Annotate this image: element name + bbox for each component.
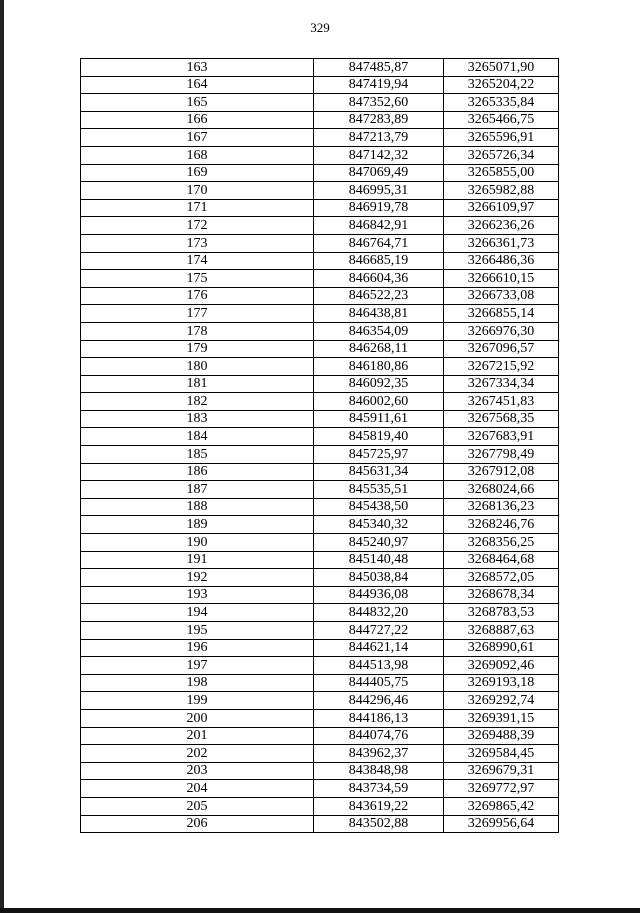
point-number-cell: 167 [81, 129, 314, 147]
point-number-cell: 175 [81, 270, 314, 288]
y-coordinate-cell: 3266486,36 [444, 252, 559, 270]
table-row [81, 305, 559, 323]
table-row [81, 410, 559, 428]
x-coordinate-cell: 845725,97 [314, 446, 444, 464]
table-row [81, 111, 559, 129]
y-coordinate-cell: 3269488,39 [444, 727, 559, 745]
point-number-cell: 201 [81, 727, 314, 745]
y-coordinate-cell: 3268024,66 [444, 481, 559, 499]
point-number-cell: 164 [81, 76, 314, 94]
x-coordinate-cell: 845140,48 [314, 551, 444, 569]
y-coordinate-cell: 3266610,15 [444, 270, 559, 288]
x-coordinate-cell: 846919,78 [314, 199, 444, 217]
table-row [81, 146, 559, 164]
table-row [81, 358, 559, 376]
table-row [81, 534, 559, 552]
y-coordinate-cell: 3268678,34 [444, 586, 559, 604]
point-number-cell: 171 [81, 199, 314, 217]
table-row [81, 76, 559, 94]
x-coordinate-cell: 844727,22 [314, 622, 444, 640]
y-coordinate-cell: 3266855,14 [444, 305, 559, 323]
point-number-cell: 184 [81, 428, 314, 446]
y-coordinate-cell: 3265596,91 [444, 129, 559, 147]
y-coordinate-cell: 3266361,73 [444, 234, 559, 252]
table-row [81, 129, 559, 147]
y-coordinate-cell: 3269865,42 [444, 797, 559, 815]
x-coordinate-cell: 846092,35 [314, 375, 444, 393]
table-row [81, 551, 559, 569]
y-coordinate-cell: 3269584,45 [444, 745, 559, 763]
x-coordinate-cell: 846764,71 [314, 234, 444, 252]
x-coordinate-cell: 844621,14 [314, 639, 444, 657]
y-coordinate-cell: 3269092,46 [444, 657, 559, 675]
table-row [81, 498, 559, 516]
table-row [81, 516, 559, 534]
table-row [81, 657, 559, 675]
y-coordinate-cell: 3265855,00 [444, 164, 559, 182]
x-coordinate-cell: 844186,13 [314, 709, 444, 727]
point-number-cell: 190 [81, 534, 314, 552]
table-row [81, 94, 559, 112]
point-number-cell: 203 [81, 762, 314, 780]
point-number-cell: 179 [81, 340, 314, 358]
point-number-cell: 186 [81, 463, 314, 481]
point-number-cell: 165 [81, 94, 314, 112]
table-row [81, 780, 559, 798]
y-coordinate-cell: 3265335,84 [444, 94, 559, 112]
table-row [81, 164, 559, 182]
point-number-cell: 188 [81, 498, 314, 516]
y-coordinate-cell: 3266109,97 [444, 199, 559, 217]
y-coordinate-cell: 3267215,92 [444, 358, 559, 376]
table-row [81, 252, 559, 270]
x-coordinate-cell: 843734,59 [314, 780, 444, 798]
y-coordinate-cell: 3269193,18 [444, 674, 559, 692]
x-coordinate-cell: 845631,34 [314, 463, 444, 481]
table-row [81, 199, 559, 217]
table-row [81, 639, 559, 657]
x-coordinate-cell: 844832,20 [314, 604, 444, 622]
y-coordinate-cell: 3265204,22 [444, 76, 559, 94]
y-coordinate-cell: 3265982,88 [444, 182, 559, 200]
point-number-cell: 193 [81, 586, 314, 604]
table-row [81, 604, 559, 622]
y-coordinate-cell: 3269292,74 [444, 692, 559, 710]
point-number-cell: 174 [81, 252, 314, 270]
point-number-cell: 185 [81, 446, 314, 464]
scan-edge-left [0, 0, 4, 913]
y-coordinate-cell: 3268887,63 [444, 622, 559, 640]
y-coordinate-cell: 3265466,75 [444, 111, 559, 129]
table-row [81, 586, 559, 604]
x-coordinate-cell: 844296,46 [314, 692, 444, 710]
x-coordinate-cell: 845535,51 [314, 481, 444, 499]
x-coordinate-cell: 846685,19 [314, 252, 444, 270]
point-number-cell: 206 [81, 815, 314, 833]
y-coordinate-cell: 3268990,61 [444, 639, 559, 657]
point-number-cell: 170 [81, 182, 314, 200]
x-coordinate-cell: 846180,86 [314, 358, 444, 376]
point-number-cell: 180 [81, 358, 314, 376]
table-row [81, 709, 559, 727]
y-coordinate-cell: 3268783,53 [444, 604, 559, 622]
point-number-cell: 178 [81, 322, 314, 340]
table-row [81, 745, 559, 763]
page-number: 329 [310, 20, 330, 35]
x-coordinate-cell: 843962,37 [314, 745, 444, 763]
x-coordinate-cell: 843502,88 [314, 815, 444, 833]
x-coordinate-cell: 847352,60 [314, 94, 444, 112]
table-row [81, 393, 559, 411]
x-coordinate-cell: 843848,98 [314, 762, 444, 780]
point-number-cell: 189 [81, 516, 314, 534]
x-coordinate-cell: 846604,36 [314, 270, 444, 288]
point-number-cell: 182 [81, 393, 314, 411]
y-coordinate-cell: 3267096,57 [444, 340, 559, 358]
table-row [81, 287, 559, 305]
y-coordinate-cell: 3269391,15 [444, 709, 559, 727]
y-coordinate-cell: 3265071,90 [444, 59, 559, 77]
x-coordinate-cell: 845340,32 [314, 516, 444, 534]
y-coordinate-cell: 3267683,91 [444, 428, 559, 446]
table-row [81, 428, 559, 446]
y-coordinate-cell: 3268136,23 [444, 498, 559, 516]
y-coordinate-cell: 3268572,05 [444, 569, 559, 587]
table-row [81, 446, 559, 464]
x-coordinate-cell: 846268,11 [314, 340, 444, 358]
y-coordinate-cell: 3269679,31 [444, 762, 559, 780]
point-number-cell: 192 [81, 569, 314, 587]
x-coordinate-cell: 845438,50 [314, 498, 444, 516]
x-coordinate-cell: 846522,23 [314, 287, 444, 305]
y-coordinate-cell: 3267568,35 [444, 410, 559, 428]
x-coordinate-cell: 843619,22 [314, 797, 444, 815]
y-coordinate-cell: 3267334,34 [444, 375, 559, 393]
table-row [81, 762, 559, 780]
table-row [81, 340, 559, 358]
x-coordinate-cell: 846002,60 [314, 393, 444, 411]
point-number-cell: 187 [81, 481, 314, 499]
coordinates-table-body [81, 59, 559, 833]
point-number-cell: 177 [81, 305, 314, 323]
y-coordinate-cell: 3266733,08 [444, 287, 559, 305]
y-coordinate-cell: 3267451,83 [444, 393, 559, 411]
point-number-cell: 183 [81, 410, 314, 428]
point-number-cell: 173 [81, 234, 314, 252]
table-row [81, 815, 559, 833]
x-coordinate-cell: 844074,76 [314, 727, 444, 745]
table-row [81, 622, 559, 640]
y-coordinate-cell: 3267912,08 [444, 463, 559, 481]
x-coordinate-cell: 846354,09 [314, 322, 444, 340]
table-row [81, 727, 559, 745]
y-coordinate-cell: 3268246,76 [444, 516, 559, 534]
x-coordinate-cell: 847283,89 [314, 111, 444, 129]
x-coordinate-cell: 847419,94 [314, 76, 444, 94]
x-coordinate-cell: 845911,61 [314, 410, 444, 428]
point-number-cell: 205 [81, 797, 314, 815]
x-coordinate-cell: 846995,31 [314, 182, 444, 200]
table-row [81, 481, 559, 499]
table-row [81, 375, 559, 393]
x-coordinate-cell: 844513,98 [314, 657, 444, 675]
x-coordinate-cell: 845240,97 [314, 534, 444, 552]
y-coordinate-cell: 3268356,25 [444, 534, 559, 552]
point-number-cell: 168 [81, 146, 314, 164]
table-row [81, 463, 559, 481]
y-coordinate-cell: 3265726,34 [444, 146, 559, 164]
x-coordinate-cell: 845038,84 [314, 569, 444, 587]
table-row [81, 59, 559, 77]
point-number-cell: 194 [81, 604, 314, 622]
point-number-cell: 198 [81, 674, 314, 692]
x-coordinate-cell: 847142,32 [314, 146, 444, 164]
table-row [81, 182, 559, 200]
table-row [81, 322, 559, 340]
point-number-cell: 169 [81, 164, 314, 182]
point-number-cell: 191 [81, 551, 314, 569]
y-coordinate-cell: 3266976,30 [444, 322, 559, 340]
point-number-cell: 196 [81, 639, 314, 657]
table-row [81, 797, 559, 815]
x-coordinate-cell: 847485,87 [314, 59, 444, 77]
point-number-cell: 195 [81, 622, 314, 640]
y-coordinate-cell: 3269956,64 [444, 815, 559, 833]
y-coordinate-cell: 3266236,26 [444, 217, 559, 235]
point-number-cell: 199 [81, 692, 314, 710]
table-row [81, 270, 559, 288]
x-coordinate-cell: 847213,79 [314, 129, 444, 147]
y-coordinate-cell: 3269772,97 [444, 780, 559, 798]
x-coordinate-cell: 844405,75 [314, 674, 444, 692]
x-coordinate-cell: 845819,40 [314, 428, 444, 446]
x-coordinate-cell: 846438,81 [314, 305, 444, 323]
coordinates-table [80, 58, 559, 833]
table-row [81, 217, 559, 235]
point-number-cell: 166 [81, 111, 314, 129]
point-number-cell: 181 [81, 375, 314, 393]
point-number-cell: 163 [81, 59, 314, 77]
point-number-cell: 172 [81, 217, 314, 235]
point-number-cell: 200 [81, 709, 314, 727]
table-row [81, 234, 559, 252]
scan-edge-bottom [0, 908, 640, 913]
y-coordinate-cell: 3267798,49 [444, 446, 559, 464]
table-row [81, 692, 559, 710]
point-number-cell: 176 [81, 287, 314, 305]
x-coordinate-cell: 844936,08 [314, 586, 444, 604]
y-coordinate-cell: 3268464,68 [444, 551, 559, 569]
x-coordinate-cell: 847069,49 [314, 164, 444, 182]
point-number-cell: 197 [81, 657, 314, 675]
table-row [81, 674, 559, 692]
table-row [81, 569, 559, 587]
x-coordinate-cell: 846842,91 [314, 217, 444, 235]
point-number-cell: 202 [81, 745, 314, 763]
point-number-cell: 204 [81, 780, 314, 798]
